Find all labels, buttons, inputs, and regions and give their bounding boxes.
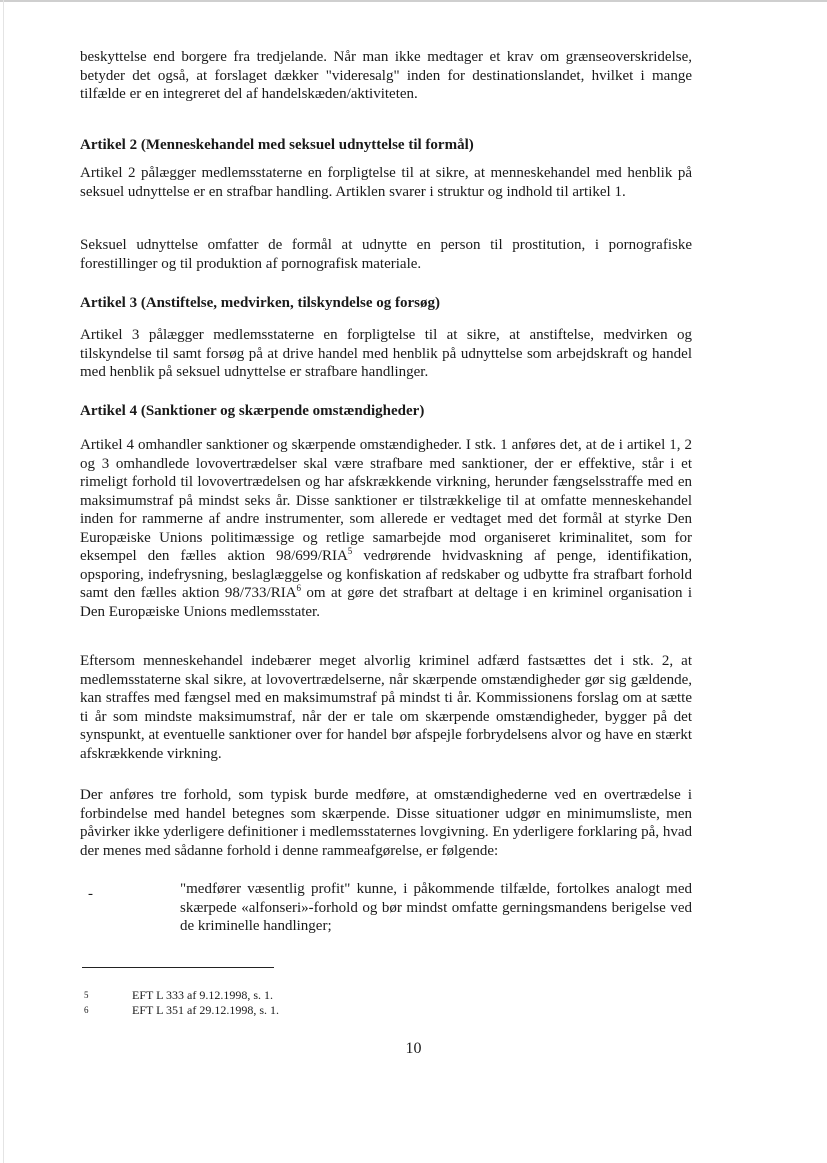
footnote-text: EFT L 351 af 29.12.1998, s. 1. bbox=[132, 1003, 279, 1017]
heading-article-2: Artikel 2 (Menneskehandel med seksuel udnyttelse til formål) bbox=[80, 137, 474, 153]
scan-top-edge bbox=[0, 0, 827, 2]
paragraph-article-3: Artikel 3 pålægger medlemsstaterne en forpligtelse til at sikre, at anstiftelse, medvirken og tilskyndelse til samt forsøg på at drive handel med henblik på udnyttelse som arbejdskraft og handel med henblik på seksuel udnyttelse er strafbare handlinger. bbox=[80, 327, 692, 380]
heading-article-3: Artikel 3 (Anstiftelse, medvirken, tilskyndelse og forsøg) bbox=[80, 295, 440, 311]
footnote-separator bbox=[82, 967, 274, 968]
footnote-text: EFT L 333 af 9.12.1998, s. 1. bbox=[132, 988, 273, 1002]
footnote-number: 6 bbox=[84, 1005, 89, 1015]
footnote-5 bbox=[84, 988, 273, 1002]
paragraph-article-2-b: Seksuel udnyttelse omfatter de formål at udnytte en person til prostitution, i pornografiske forestillinger og til produktion af pornografisk materiale. bbox=[80, 237, 692, 272]
paragraph-article-4-a-part1: Artikel 4 omhandler sanktioner og skærpende omstændigheder. I stk. 1 anføres det, at de i artikel 1, 2 og 3 omhandlede lovovertrædelser skal være strafbare med sanktioner, der er effektive, står i et rimeligt forhold til lovovertrædelsen og har afskrækkende virkning, herunder fængselsstraffe med en maksimumstraf på mindst seks år. Disse sanktioner er tilstrækkelige til at omfatte menneskehandel inden for rammerne af andre instrumenter, som allerede er vedtaget med det formål at styrke Den Europæiske Unions politimæssige og retlige samarbejde mod organiseret kriminalitet, som for eksempel den fælles aktion 98/699/RIA bbox=[80, 437, 692, 564]
bullet-text: "medfører væsentlig profit" kunne, i påkommende tilfælde, fortolkes analogt med skærpede «alfonseri»-forhold og bør mindst omfatte gerningsmandens berigelse ved de kriminelle handlinger; bbox=[180, 881, 692, 934]
footnote-ref-6: 6 bbox=[296, 583, 302, 593]
paragraph-article-4-b: Eftersom menneskehandel indebærer meget alvorlig kriminel adfærd fastsættes det i stk. 2, at medlemsstaterne skal sikre, at lovovertrædelserne, når skærpende omstændigheder gør sig gældende, kan straffes med fængsel med en maksimumstraf på mindst ti år. Kommissionens forslag om at sætte ti år som mindste maksimumstraf, når der er tale om skærpende omstændigheder, bygger på det synspunkt, at eventuelle sanktioner over for handel bør afspejle forbrydelsens alvor og have en stærkt afskrækkende virkning. bbox=[80, 653, 692, 762]
paragraph-article-4-c: Der anføres tre forhold, som typisk burde medføre, at omstændighederne ved en overtrædelse i forbindelse med handel betegnes som skærpende. Disse situationer udgør en minimumsliste, men påvirker ikke yderligere definitioner i medlemsstaternes lovgivning. En yderligere forklaring på, hvad der menes med sådanne forhold i denne rammeafgørelse, er følgende: bbox=[80, 787, 692, 859]
paragraph-article-2-a: Artikel 2 pålægger medlemsstaterne en forpligtelse til at sikre, at menneskehandel med henblik på seksuel udnyttelse er en strafbar handling. Artiklen svarer i struktur og indhold til artikel 1. bbox=[80, 165, 692, 200]
bullet-dash: - bbox=[88, 886, 93, 902]
footnote-number: 5 bbox=[84, 990, 89, 1000]
scan-left-edge bbox=[3, 0, 4, 1163]
paragraph-article-4-a-part2: vedrørende hvidvaskning af penge, identifikation, opsporing, indefrysning, beslaglæggelse og konfiskation af redskaber og udbytte fra strafbart forhold samt den fælles aktion 98/733/RIA bbox=[80, 548, 692, 601]
paragraph-article-4-a-part3: om at gøre det strafbart at deltage i en kriminel organisation i Den Europæiske Unions medlemsstater. bbox=[80, 585, 692, 620]
paragraph-article-4-a bbox=[80, 436, 692, 621]
footnote-6 bbox=[84, 1003, 279, 1017]
footnote-ref-5: 5 bbox=[347, 546, 353, 556]
page-number: 10 bbox=[405, 1040, 422, 1057]
paragraph-intro: beskyttelse end borgere fra tredjelande. Når man ikke medtager et krav om grænseoverskridelse, betyder det også, at forslaget dækker "videresalg" inden for destinationslandet, hvilket i mange tilfælde er en integreret del af handelskæden/aktiviteten. bbox=[80, 49, 692, 102]
heading-article-4: Artikel 4 (Sanktioner og skærpende omstændigheder) bbox=[80, 403, 425, 419]
